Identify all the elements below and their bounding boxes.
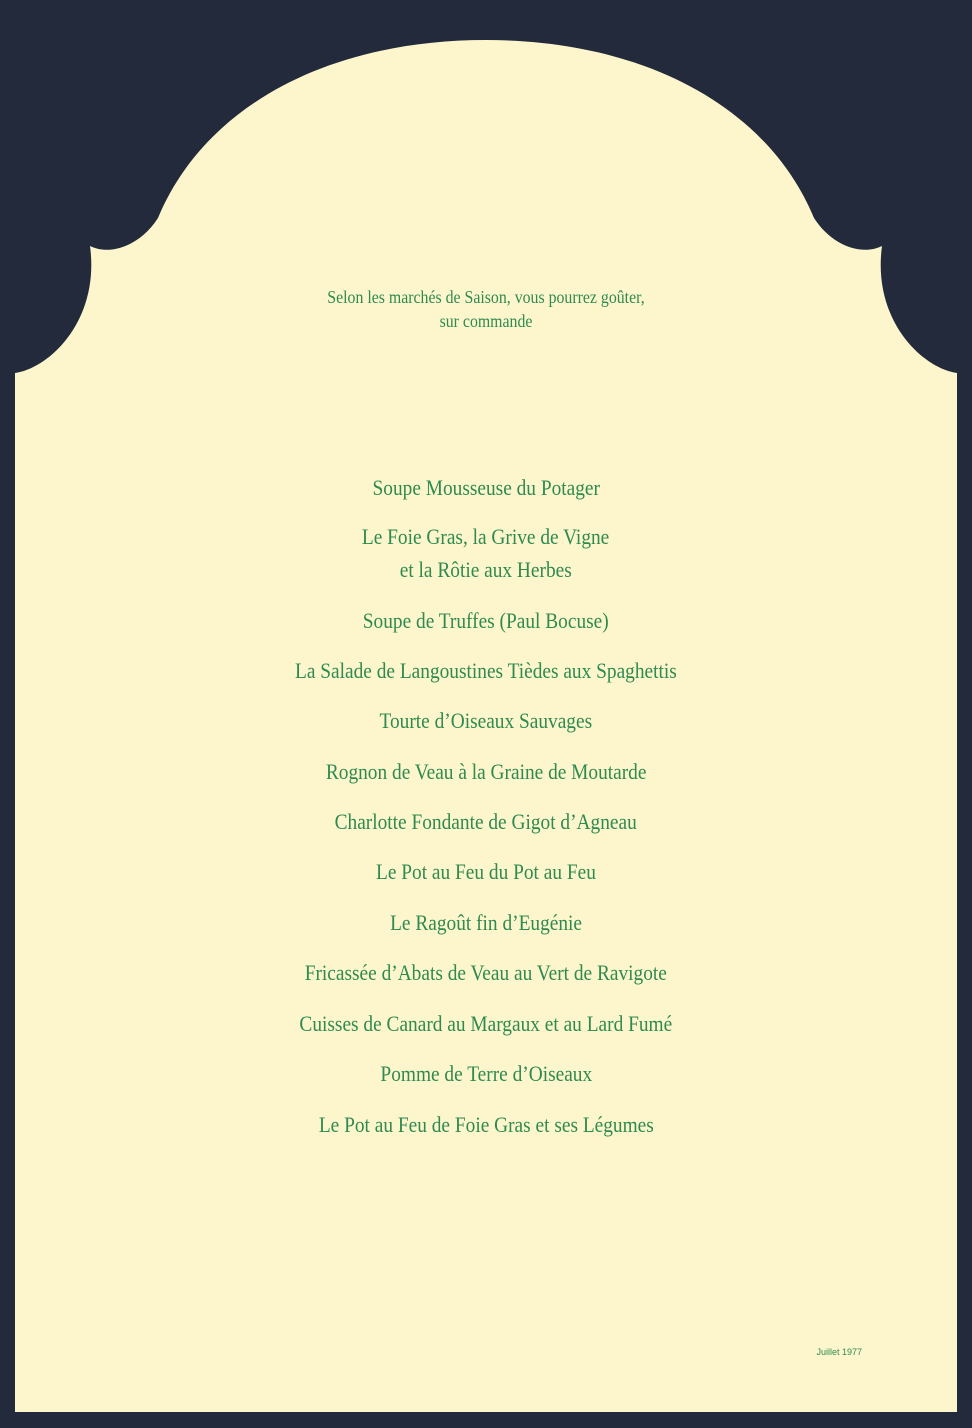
menu-item-continuation: et la Rôtie aux Herbes [399, 557, 573, 582]
menu-item: Soupe de Truffes (Paul Bocuse) [363, 608, 609, 633]
menu-item: Fricassée d’Abats de Veau au Vert de Ravigote [304, 960, 668, 985]
menu-item: Soupe Mousseuse du Potager [372, 475, 600, 500]
intro-line-1: Selon les marchés de Saison, vous pourrez goûter, [327, 287, 645, 307]
menu-item: Pomme de Terre d’Oiseaux [380, 1061, 592, 1086]
menu-item: Le Pot au Feu du Pot au Feu [376, 859, 596, 884]
intro-line-2: sur commande [439, 311, 533, 331]
menu-intro [0, 285, 972, 333]
date-stamp: Juillet 1977 [816, 1347, 862, 1357]
menu-item: La Salade de Langoustines Tièdes aux Spaghettis [295, 658, 677, 683]
menu-item: Le Pot au Feu de Foie Gras et ses Légumes [318, 1112, 654, 1137]
menu-item: Le Ragoût fin d’Eugénie [390, 910, 582, 935]
menu-item: Rognon de Veau à la Graine de Moutarde [325, 759, 647, 784]
menu-item: Tourte d’Oiseaux Sauvages [379, 708, 593, 733]
menu-item: Charlotte Fondante de Gigot d’Agneau [334, 809, 638, 834]
menu-item: Cuisses de Canard au Margaux et au Lard Fumé [299, 1011, 673, 1036]
menu-item: Le Foie Gras, la Grive de Vigne [362, 524, 610, 549]
